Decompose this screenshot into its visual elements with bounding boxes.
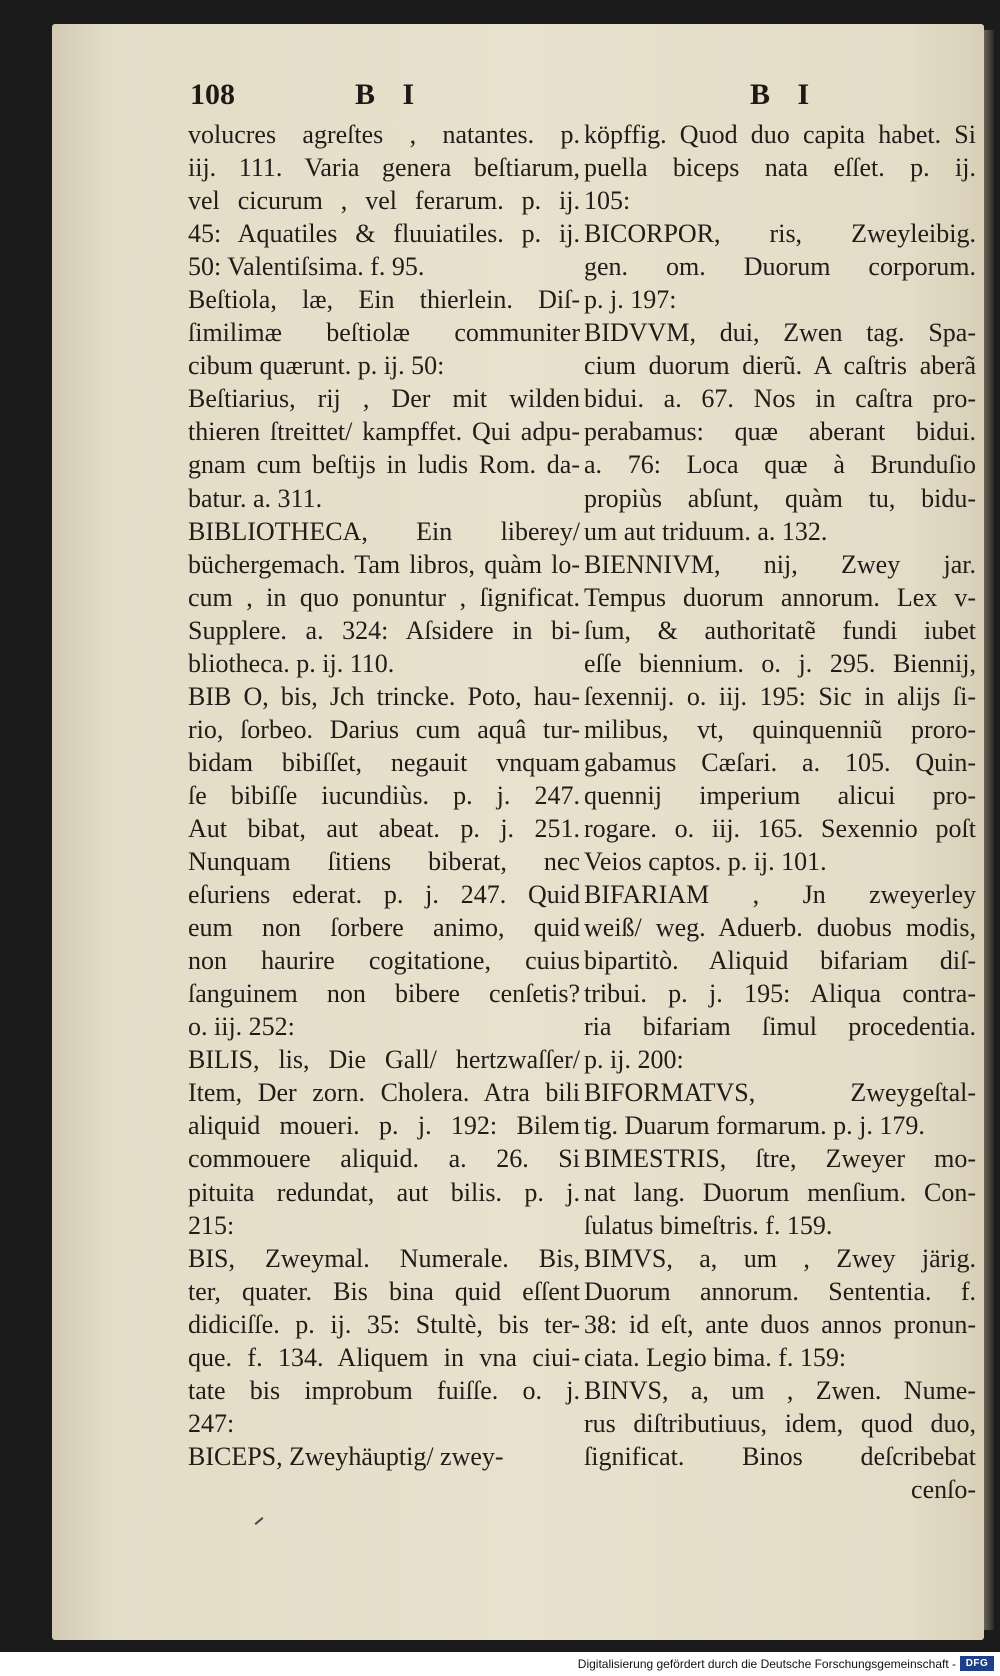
page-number: 108: [190, 78, 235, 111]
text-line: ſanguinem non bibere cenſetis?: [188, 979, 580, 1009]
text-line: BICEPS, Zweyhäuptig/ zwey-: [188, 1441, 504, 1471]
text-line: cibum quærunt. p. ij. 50:: [188, 351, 445, 381]
text-line: BIFORMATVS, Zweygeſtal-: [584, 1078, 976, 1108]
text-line: batur. a. 311.: [188, 483, 323, 513]
text-line: vel cicurum , vel ferarum. p. ij.: [188, 186, 580, 216]
text-line: BICORPOR, ris, Zweyleibig.: [584, 219, 976, 249]
text-line: pituita redundat, aut bilis. p. j.: [188, 1177, 580, 1207]
text-line: aliquid moueri. p. j. 192: Bilem: [188, 1111, 580, 1141]
text-line: BIBLIOTHECA, Ein liberey/: [188, 516, 580, 546]
text-line: BIB O, bis, Jch trincke. Poto, hau-: [188, 681, 580, 711]
text-line: rus diſtributiuus, idem, quod duo,: [584, 1408, 976, 1438]
text-line: ria bifariam ſimul procedentia.: [584, 1012, 976, 1042]
text-line: Nunquam ſitiens biberat, nec: [188, 847, 580, 877]
text-line: BINVS, a, um , Zwen. Nume-: [584, 1375, 976, 1405]
text-line: p. j. 197:: [584, 285, 677, 315]
text-line: Supplere. a. 324: Aſsidere in bi-: [188, 615, 580, 645]
text-line: BIENNIVM, nij, Zwey jar.: [584, 549, 976, 579]
funding-note: Digitalisierung gefördert durch die Deutsche Forschungsgemeinschaft -: [577, 1657, 956, 1671]
text-line: gabamus Cæſari. a. 105. Quin-: [584, 747, 976, 777]
text-line: bipartitò. Aliquid bifariam diſ-: [584, 946, 976, 976]
text-line: cum , in quo ponuntur , ſignificat.: [188, 582, 580, 612]
text-line: Duorum annorum. Sententia. f.: [584, 1276, 976, 1306]
text-line: 38: id eſt, ante duos annos pronun-: [584, 1309, 976, 1339]
footer-bar: [0, 1652, 1000, 1676]
running-head-left: B I: [355, 78, 425, 111]
text-line: gen. om. Duorum corporum.: [584, 252, 976, 282]
text-line: bidam bibiſſet, negauit vnquam: [188, 747, 580, 777]
text-line: a. 76: Loca quæ à Brunduſio: [584, 450, 976, 480]
text-line: 50: Valentiſsima. f. 95.: [188, 252, 425, 282]
text-line: Beſtiola, læ, Ein thierlein. Diſ-: [188, 285, 580, 315]
text-line: BIS, Zweymal. Numerale. Bis,: [188, 1243, 580, 1273]
text-line: cium duorum dierũ. A caſtris aberã: [584, 351, 976, 381]
text-line: köpffig. Quod duo capita habet. Si: [584, 120, 976, 149]
text-line: que. f. 134. Aliquem in vna ciui-: [188, 1342, 580, 1372]
text-line: ter, quater. Bis bina quid eſſent: [188, 1276, 580, 1306]
running-head-right: B I: [750, 78, 820, 111]
text-line: büchergemach. Tam libros, quàm lo-: [188, 549, 580, 579]
text-line: rogare. o. iij. 165. Sexennio poſt: [584, 813, 976, 843]
text-line: nat lang. Duorum menſium. Con-: [584, 1177, 976, 1207]
text-line: BILIS, lis, Die Gall/ hertzwaſſer/: [188, 1045, 580, 1075]
text-line: perabamus: quæ aberant bidui.: [584, 417, 976, 447]
text-line: Aut bibat, aut abeat. p. j. 251.: [188, 813, 580, 843]
text-line: eſſe biennium. o. j. 295. Biennij,: [584, 648, 976, 678]
text-line: ſulatus bimeſtris. f. 159.: [584, 1210, 833, 1240]
text-line: tig. Duarum formarum. p. j. 179.: [584, 1111, 925, 1141]
text-line: tate bis improbum fuiſſe. o. j.: [188, 1375, 580, 1405]
text-line: cenſo-: [911, 1474, 976, 1504]
text-line: didiciſſe. p. ij. 35: Stultè, bis ter-: [188, 1309, 580, 1339]
text-line: commouere aliquid. a. 26. Si: [188, 1144, 580, 1174]
text-line: quennij imperium alicui pro-: [584, 780, 976, 810]
text-line: Tempus duorum annorum. Lex v-: [584, 582, 976, 612]
text-line: ciata. Legio bima. f. 159:: [584, 1342, 847, 1372]
text-line: Veios captos. p. ij. 101.: [584, 847, 827, 877]
text-line: bliotheca. p. ij. 110.: [188, 648, 395, 678]
text-line: non haurire cogitatione, cuius: [188, 946, 580, 976]
text-line: Item, Der zorn. Cholera. Atra bili: [188, 1078, 580, 1108]
text-line: tribui. p. j. 195: Aliqua contra-: [584, 979, 976, 1009]
text-line: 247:: [188, 1408, 235, 1438]
page-edge: [984, 30, 994, 1630]
text-line: Beſtiarius, rij , Der mit wilden: [188, 384, 580, 414]
text-line: BIDVVM, dui, Zwen tag. Spa-: [584, 318, 976, 348]
text-line: ſexennij. o. iij. 195: Sic in alijs ſi-: [584, 681, 976, 711]
text-line: ſum, & authoritatẽ fundi iubet: [584, 615, 976, 645]
text-line: thieren ſtreittet/ kampffet. Qui adpu-: [188, 417, 580, 447]
right-column: [584, 118, 976, 1506]
page-header: [190, 78, 980, 118]
text-line: 45: Aquatiles & fluuiatiles. p. ij.: [188, 219, 580, 249]
text-line: propiùs abſunt, quàm tu, bidu-: [584, 483, 976, 513]
left-column: [188, 118, 580, 1473]
dfg-logo-icon: DFG: [960, 1656, 994, 1671]
text-line: milibus, vt, quinquenniũ proro-: [584, 714, 976, 744]
text-line: puella biceps nata eſſet. p. ij.: [584, 153, 976, 183]
text-line: ſe bibiſſe iucundiùs. p. j. 247.: [188, 780, 580, 810]
text-line: um aut triduum. a. 132.: [584, 516, 828, 546]
text-line: volucres agreſtes , natantes. p.: [188, 120, 580, 149]
text-line: ſimilimæ beſtiolæ communiter: [188, 318, 580, 348]
text-line: 105:: [584, 186, 631, 216]
text-line: rio, ſorbeo. Darius cum aquâ tur-: [188, 714, 580, 744]
text-line: eſuriens ederat. p. j. 247. Quid: [188, 880, 580, 910]
text-line: ſignificat. Binos deſcribebat: [584, 1441, 976, 1471]
text-line: iij. 111. Varia genera beſtiarum,: [188, 153, 580, 183]
text-line: BIMVS, a, um , Zwey järig.: [584, 1243, 976, 1273]
text-line: o. iij. 252:: [188, 1012, 295, 1042]
text-line: eum non ſorbere animo, quid: [188, 913, 580, 943]
text-line: BIFARIAM , Jn zweyerley: [584, 880, 976, 910]
text-line: weiß/ weg. Aduerb. duobus modis,: [584, 913, 976, 943]
text-line: 215:: [188, 1210, 235, 1240]
text-line: p. ij. 200:: [584, 1045, 684, 1075]
text-line: BIMESTRIS, ſtre, Zweyer mo-: [584, 1144, 976, 1174]
text-line: bidui. a. 67. Nos in caſtra pro-: [584, 384, 976, 414]
text-line: gnam cum beſtijs in ludis Rom. da-: [188, 450, 580, 480]
